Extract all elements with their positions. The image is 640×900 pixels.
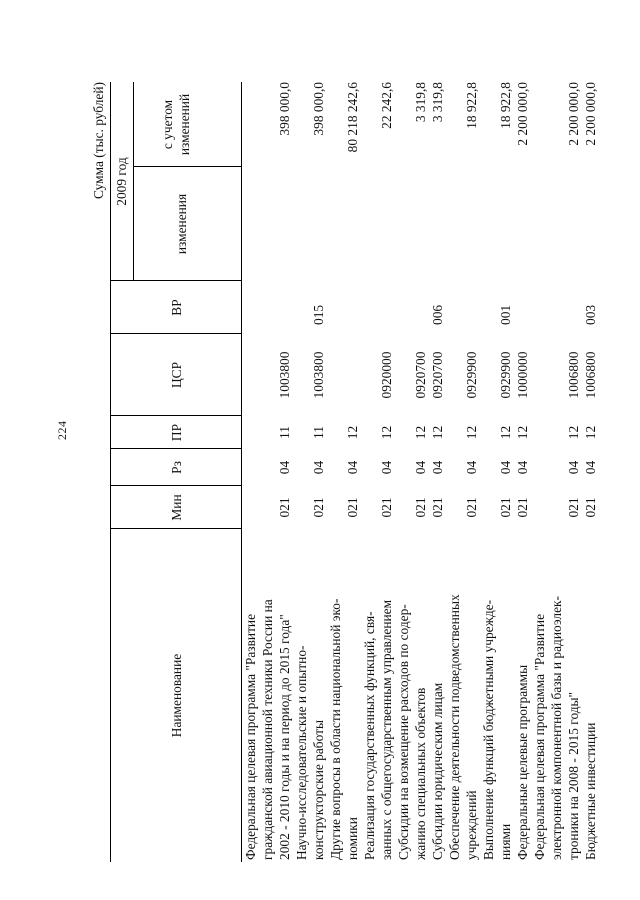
cell-csr: 0920000 (379, 351, 394, 399)
cell-rz: 04 (430, 460, 445, 475)
table-row (582, 82, 599, 862)
row-name-line: Обеспечение деятельности подведомственных (447, 594, 462, 860)
table-row (327, 82, 361, 862)
cell-total: 398 000,0 (311, 82, 326, 136)
row-name (446, 529, 480, 862)
row-name-line: Другие вопросы в области национальной эко- (328, 598, 343, 860)
cell-pr: 12 (413, 425, 428, 440)
cell-rz: 04 (311, 460, 326, 475)
cell-vr: 003 (583, 304, 598, 325)
header-csr: ЦСР (169, 361, 184, 389)
header-changes: изменения (174, 193, 189, 255)
row-name-line: Бюджетные инвестиции (583, 722, 598, 860)
header-with-changes-1: с учетом (160, 99, 175, 150)
budget-table-page (90, 82, 598, 862)
row-name-line: номики (345, 817, 360, 860)
cell-rz: 04 (277, 460, 292, 475)
header-vr: ВР (169, 299, 184, 316)
cell-vr: 001 (498, 304, 513, 325)
cell-rz: 04 (413, 460, 428, 475)
table-row (293, 82, 327, 862)
row-name-line: троники на 2008 - 2015 годы" (566, 691, 581, 860)
table-row (446, 82, 480, 862)
header-pr: ПР (169, 423, 184, 442)
cell-pr: 12 (583, 425, 598, 440)
header-with-changes-2: изменений (177, 93, 192, 156)
cell-min: 021 (345, 497, 360, 518)
cell-csr: 0920700 (430, 351, 445, 399)
cell-total: 398 000,0 (277, 82, 292, 136)
row-name-line: гражданской авиационной техники России на (260, 599, 275, 860)
row-name (242, 529, 293, 862)
cell-csr: 1003800 (277, 351, 292, 399)
cell-vr: 015 (311, 304, 326, 325)
cell-pr: 11 (277, 426, 292, 439)
row-name (293, 529, 327, 862)
cell-min: 021 (311, 497, 326, 518)
row-name-line: Научно-исследовательские и опытно- (294, 645, 309, 860)
cell-rz: 04 (464, 460, 479, 475)
cell-total: 3 319,8 (430, 82, 445, 123)
cell-min: 021 (413, 497, 428, 518)
cell-min: 021 (583, 497, 598, 518)
row-name-line: учреждений (464, 790, 479, 860)
cell-vr: 006 (430, 304, 445, 325)
row-name-line: 2002 - 2010 годы и на период до 2015 года" (277, 614, 292, 860)
row-name-line: конструкторские работы (311, 720, 326, 860)
table-row (242, 82, 293, 862)
cell-total: 2 200 000,0 (515, 82, 530, 146)
row-name-line: Субсидии на возмещение расходов по содер- (396, 604, 411, 860)
cell-total: 18 922,8 (498, 82, 513, 129)
cell-pr: 12 (345, 425, 360, 440)
row-name-line: Федеральная целевая программа "Развитие (532, 613, 547, 860)
table-row (395, 82, 429, 862)
cell-total: 2 200 000,0 (566, 82, 581, 146)
header-year: 2009 год (114, 157, 129, 206)
table-row (429, 82, 446, 862)
row-name-line: электронной компонентной базы и радиоэлек- (549, 596, 564, 860)
row-name-line: Выполнение функций бюджетными учрежде- (481, 599, 496, 860)
cell-pr: 12 (430, 425, 445, 440)
cell-min: 021 (515, 497, 530, 518)
row-name-line: Реализация государственных функций, свя- (362, 611, 377, 860)
row-name (514, 529, 531, 862)
cell-rz: 04 (379, 460, 394, 475)
row-name-line: Субсидии юридическим лицам (430, 682, 445, 860)
cell-rz: 04 (583, 460, 598, 475)
table-row (361, 82, 395, 862)
cell-rz: 04 (515, 460, 530, 475)
cell-min: 021 (379, 497, 394, 518)
cell-min: 021 (430, 497, 445, 518)
cell-csr: 1003800 (311, 351, 326, 399)
cell-pr: 12 (464, 425, 479, 440)
cell-pr: 12 (515, 425, 530, 440)
row-name (395, 529, 429, 862)
cell-csr: 0929900 (498, 351, 513, 399)
row-name (361, 529, 395, 862)
page-number: 224 (55, 420, 69, 440)
cell-rz: 04 (345, 460, 360, 475)
cell-csr: 1006800 (566, 351, 581, 399)
cell-csr: 1006800 (583, 351, 598, 399)
table-row (514, 82, 531, 862)
amount-caption: Сумма (тыс. рублей) (91, 82, 106, 199)
row-name-line: жанию специальных объектов (413, 687, 428, 860)
row-name (531, 529, 582, 862)
cell-total: 3 319,8 (413, 82, 428, 123)
row-name (327, 529, 361, 862)
table-body (242, 82, 599, 862)
row-name (429, 529, 446, 862)
row-name-line: Федеральная целевая программа "Развитие (243, 613, 258, 860)
cell-rz: 04 (566, 460, 581, 475)
cell-pr: 12 (498, 425, 513, 440)
cell-pr: 12 (566, 425, 581, 440)
cell-pr: 12 (379, 425, 394, 440)
row-name-line: занных с общегосударственным управлением (379, 599, 394, 860)
cell-csr: 0920700 (413, 351, 428, 399)
cell-min: 021 (498, 497, 513, 518)
cell-min: 021 (277, 497, 292, 518)
header-rz: Рз (169, 461, 184, 474)
table-row (480, 82, 514, 862)
row-name (480, 529, 514, 862)
header-name: Наименование (169, 653, 184, 738)
cell-total: 2 200 000,0 (583, 82, 598, 146)
cell-min: 021 (464, 497, 479, 518)
row-name-line: Федеральные целевые программы (515, 664, 530, 860)
row-name-line: ниями (498, 823, 513, 860)
cell-pr: 11 (311, 426, 326, 439)
cell-min: 021 (566, 497, 581, 518)
cell-total: 22 242,6 (379, 82, 394, 129)
row-name (582, 529, 599, 862)
cell-csr: 1000000 (515, 351, 530, 399)
cell-csr: 0929900 (464, 351, 479, 399)
cell-total: 18 922,8 (464, 82, 479, 129)
cell-rz: 04 (498, 460, 513, 475)
table-header (110, 82, 242, 862)
table-row (531, 82, 582, 862)
header-min: Мин (169, 494, 184, 521)
cell-total: 80 218 242,6 (345, 82, 360, 153)
